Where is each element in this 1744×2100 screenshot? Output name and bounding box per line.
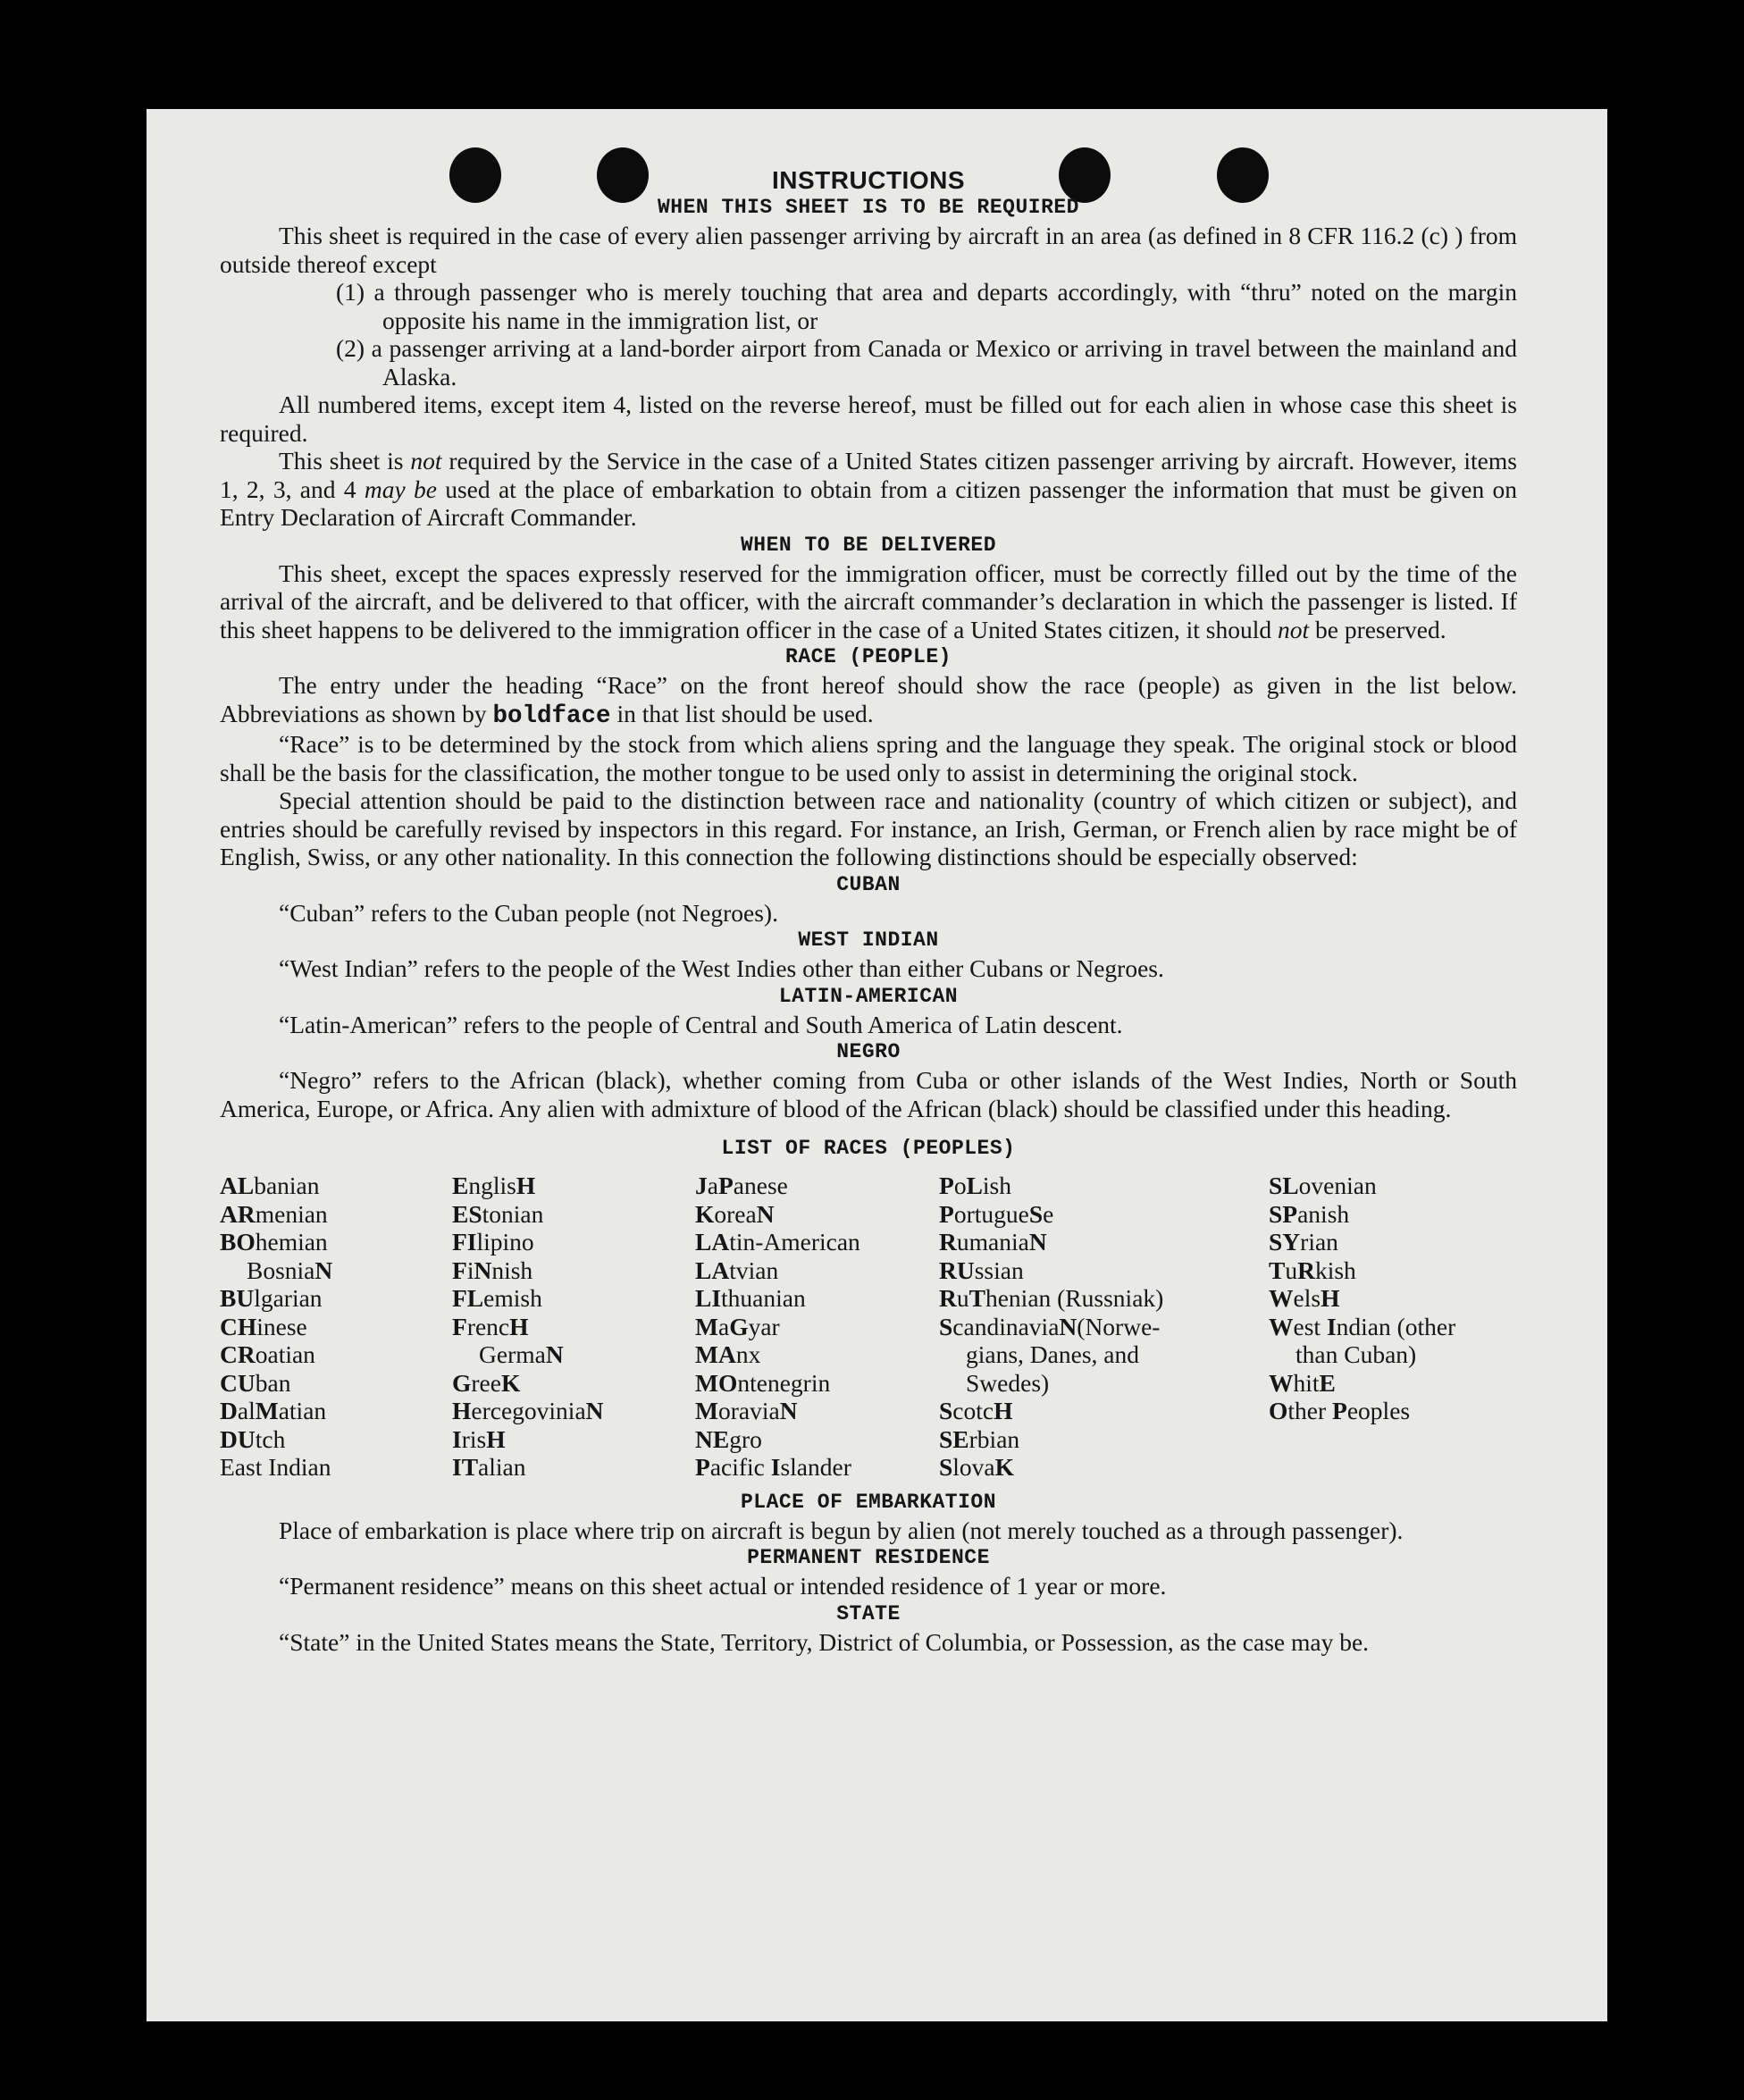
race-item: CHinese bbox=[220, 1312, 307, 1340]
paragraph: This sheet is required in the case of every alien passenger arriving by aircraft in an area (as defined in 8 CFR 116.2 (c) ) from outside thereof except bbox=[220, 222, 1517, 278]
race-item: MaGyar bbox=[695, 1312, 780, 1340]
race-item: IrisH bbox=[452, 1424, 506, 1453]
section-heading: RACE (PEOPLE) bbox=[785, 645, 952, 668]
paragraph: “Negro” refers to the African (black), whether coming from Cuba or other islands of the West Indies, North or South America, Europe, or Africa. Any alien with admixture of blood of the African (black) should be classified under this heading. bbox=[220, 1066, 1517, 1122]
race-item: FrencH bbox=[452, 1312, 529, 1340]
section-heading: STATE bbox=[836, 1601, 901, 1625]
race-item: gians, Danes, and bbox=[966, 1340, 1139, 1368]
list-item: (2) a passenger arriving at a land-border airport from Canada or Mexico or arriving in travel between the mainland and Alaska. bbox=[336, 334, 1517, 391]
race-item: JaPanese bbox=[695, 1172, 788, 1199]
race-item: CUban bbox=[220, 1368, 291, 1397]
race-item: SErbian bbox=[939, 1424, 1020, 1453]
section-heading: PERMANENT RESIDENCE bbox=[747, 1546, 990, 1569]
paragraph: “Permanent residence” means on this sheet actual or intended residence of 1 year or more. bbox=[279, 1572, 1167, 1600]
section-heading: LATIN-AMERICAN bbox=[778, 984, 959, 1008]
race-item: EnglisH bbox=[452, 1172, 536, 1199]
race-item: West Indian (other bbox=[1269, 1312, 1456, 1340]
race-item: MoraviaN bbox=[695, 1397, 798, 1424]
race-item: PoLish bbox=[939, 1172, 1011, 1199]
race-item: NEgro bbox=[695, 1424, 762, 1453]
race-item: SYrian bbox=[1269, 1228, 1338, 1256]
paragraph: “Latin-American” refers to the people of Central and South America of Latin descent. bbox=[279, 1010, 1123, 1038]
race-column bbox=[1269, 1172, 1517, 1482]
page-title: INSTRUCTIONS bbox=[772, 166, 965, 194]
race-item: KoreaN bbox=[695, 1199, 775, 1228]
race-column bbox=[939, 1172, 1269, 1482]
paragraph: This sheet, except the spaces expressly reserved for the immigration officer, must be correctly filled out by the time of the arrival of the aircraft, and be delivered to that officer, with the aircraft commander’s declaration in which the passenger is listed. If this sheet happens to be delivered to the immigration officer in the case of a United States citizen, it should not be preserved. bbox=[220, 559, 1517, 643]
race-item: DUtch bbox=[220, 1424, 286, 1453]
race-item: ITalian bbox=[452, 1453, 526, 1481]
race-item: than Cuban) bbox=[1295, 1340, 1417, 1368]
race-item: FiNnish bbox=[452, 1256, 533, 1284]
paragraph: Special attention should be paid to the distinction between race and nationality (country of which citizen or subject), and entries should be carefully revised by inspectors in this regard. For instance, an Irish, German, or French alien by race might be of English, Swiss, or any other nationality. In this connection the following distinctions should be especially observed: bbox=[220, 786, 1517, 870]
race-item: GermaN bbox=[479, 1340, 564, 1368]
race-item: ARmenian bbox=[220, 1199, 328, 1228]
race-item: BOhemian bbox=[220, 1228, 328, 1256]
race-item: BosniaN bbox=[247, 1256, 333, 1284]
section-heading: WHEN TO BE DELIVERED bbox=[740, 533, 997, 557]
race-item: BUlgarian bbox=[220, 1284, 323, 1312]
race-item: LAtin-American bbox=[695, 1228, 860, 1256]
section-heading: CUBAN bbox=[836, 872, 901, 896]
race-item: LAtvian bbox=[695, 1256, 779, 1284]
race-item: FIlipino bbox=[452, 1228, 534, 1256]
race-item: East Indian bbox=[220, 1453, 331, 1481]
race-item: SlovaK bbox=[939, 1453, 1015, 1481]
section-heading: WEST INDIAN bbox=[798, 928, 939, 952]
section-heading: WHEN THIS SHEET IS TO BE REQUIRED bbox=[658, 196, 1079, 219]
paragraph: The entry under the heading “Race” on the front hereof should show the race (people) as given in the list below. Abbreviations as shown by boldface in that list should be used. bbox=[220, 671, 1517, 730]
instructions-body bbox=[220, 166, 1517, 1656]
race-item: ScandinaviaN(Norwe- bbox=[939, 1312, 1161, 1340]
race-column bbox=[452, 1172, 695, 1482]
paragraph: “State” in the United States means the State, Territory, District of Columbia, or Possession, as the case may be. bbox=[279, 1627, 1370, 1656]
race-item: RumaniaN bbox=[939, 1228, 1047, 1256]
section-heading: NEGRO bbox=[836, 1040, 901, 1063]
race-item: DalMatian bbox=[220, 1397, 327, 1424]
race-item: ScotcH bbox=[939, 1397, 1013, 1424]
race-item: SPanish bbox=[1269, 1199, 1350, 1228]
race-item: TuRkish bbox=[1269, 1256, 1356, 1284]
race-column bbox=[695, 1172, 939, 1482]
race-item: GreeK bbox=[452, 1368, 521, 1397]
section-heading: LIST OF RACES (PEOPLES) bbox=[721, 1137, 1016, 1160]
race-item: EStonian bbox=[452, 1199, 544, 1228]
race-item: LIthuanian bbox=[695, 1284, 806, 1312]
race-item: PortugueSe bbox=[939, 1199, 1054, 1228]
paragraph: This sheet is not required by the Service in the case of a United States citizen passenger arriving by aircraft. However, items 1, 2, 3, and 4 may be used at the place of embarkation to obtain from a citizen passenger the information that must be given on Entry Declaration of Aircraft Commander. bbox=[220, 447, 1518, 531]
paragraph: Place of embarkation is place where trip on aircraft is begun by alien (not merely touched as a through passenger). bbox=[279, 1516, 1404, 1544]
race-item: CRoatian bbox=[220, 1340, 315, 1368]
paragraph: All numbered items, except item 4, listed on the reverse hereof, must be filled out for each alien in whose case this sheet is required. bbox=[220, 391, 1517, 447]
race-item: FLemish bbox=[452, 1284, 542, 1312]
paragraph: “West Indian” refers to the people of the West Indies other than either Cubans or Negroes. bbox=[279, 954, 1164, 982]
section-heading: PLACE OF EMBARKATION bbox=[740, 1490, 997, 1514]
paragraph: “Cuban” refers to the Cuban people (not Negroes). bbox=[279, 898, 778, 927]
race-item: SLovenian bbox=[1269, 1172, 1377, 1199]
race-item: RUssian bbox=[939, 1256, 1024, 1284]
race-item: WelsH bbox=[1269, 1284, 1340, 1312]
race-item: Pacific Islander bbox=[695, 1453, 851, 1481]
race-item: WhitE bbox=[1269, 1368, 1336, 1397]
race-item: ALbanian bbox=[220, 1172, 320, 1199]
race-item: HercegoviniaN bbox=[452, 1397, 604, 1424]
race-item: Swedes) bbox=[966, 1368, 1050, 1397]
race-column bbox=[220, 1172, 452, 1482]
race-item: MAnx bbox=[695, 1340, 761, 1368]
list-item: (1) a through passenger who is merely touching that area and departs accordingly, with “thru” noted on the margin opposite his name in the immigration list, or bbox=[336, 278, 1517, 334]
race-item: RuThenian (Russniak) bbox=[939, 1284, 1164, 1312]
race-list bbox=[220, 1172, 1517, 1482]
race-item: Other Peoples bbox=[1269, 1397, 1411, 1424]
race-item: MOntenegrin bbox=[695, 1368, 831, 1397]
paragraph: “Race” is to be determined by the stock from which aliens spring and the language they speak. The original stock or blood shall be the basis for the classification, the mother tongue to be used only to assist in determining the original stock. bbox=[220, 730, 1517, 786]
